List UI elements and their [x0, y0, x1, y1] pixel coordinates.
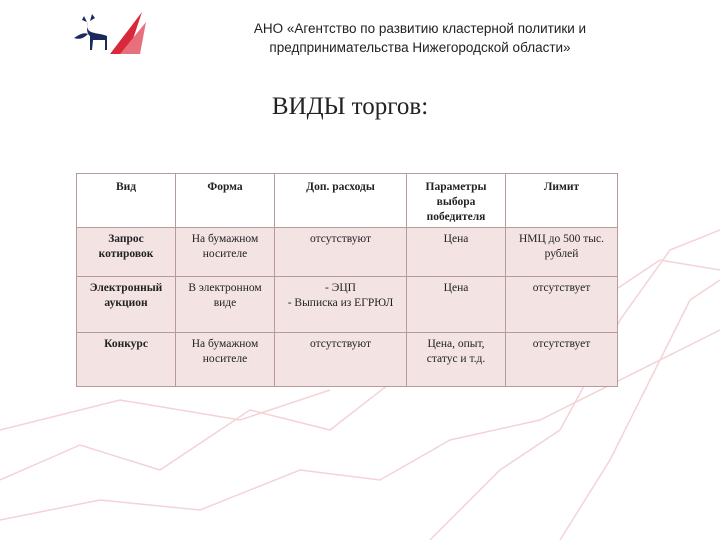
row-criteria-cell: Цена	[407, 228, 506, 277]
row-criteria-cell: Цена	[407, 277, 506, 333]
org-line-1: АНО «Агентство по развитию кластерной политики и	[253, 21, 587, 36]
table-row	[77, 333, 618, 387]
row-limit-cell: отсутствует	[506, 277, 618, 333]
table-row	[77, 277, 618, 333]
row-limit-cell: НМЦ до 500 тыс. рублей	[506, 228, 618, 277]
table-header-row	[77, 174, 618, 228]
column-header-kind: Вид	[77, 174, 176, 228]
row-criteria-cell: Цена, опыт, статус и т.д.	[407, 333, 506, 387]
row-form-cell: На бумажном носителе	[176, 228, 275, 277]
column-header-extra-costs: Доп. расходы	[275, 174, 407, 228]
organization-header	[215, 19, 625, 57]
table-row	[77, 228, 618, 277]
row-form-cell: В электронном виде	[176, 277, 275, 333]
row-kind-cell: Электронный аукцион	[77, 277, 176, 333]
row-costs-cell: отсутствуют	[275, 333, 407, 387]
page-title: ВИДЫ торгов:	[271, 93, 429, 120]
row-form-cell: На бумажном носителе	[176, 333, 275, 387]
org-line-2: предпринимательства Нижегородской области»	[269, 40, 571, 55]
deer-logo-icon	[70, 8, 150, 58]
row-costs-cell: отсутствуют	[275, 228, 407, 277]
row-kind-cell: Конкурс	[77, 333, 176, 387]
column-header-winner-criteria: Параметры выбора победителя	[407, 174, 506, 228]
trade-types-table	[76, 173, 618, 387]
column-header-limit: Лимит	[506, 174, 618, 228]
row-limit-cell: отсутствует	[506, 333, 618, 387]
row-kind-cell: Запрос котировок	[77, 228, 176, 277]
column-header-form: Форма	[176, 174, 275, 228]
row-costs-cell: - ЭЦП - Выписка из ЕГРЮЛ	[275, 277, 407, 333]
